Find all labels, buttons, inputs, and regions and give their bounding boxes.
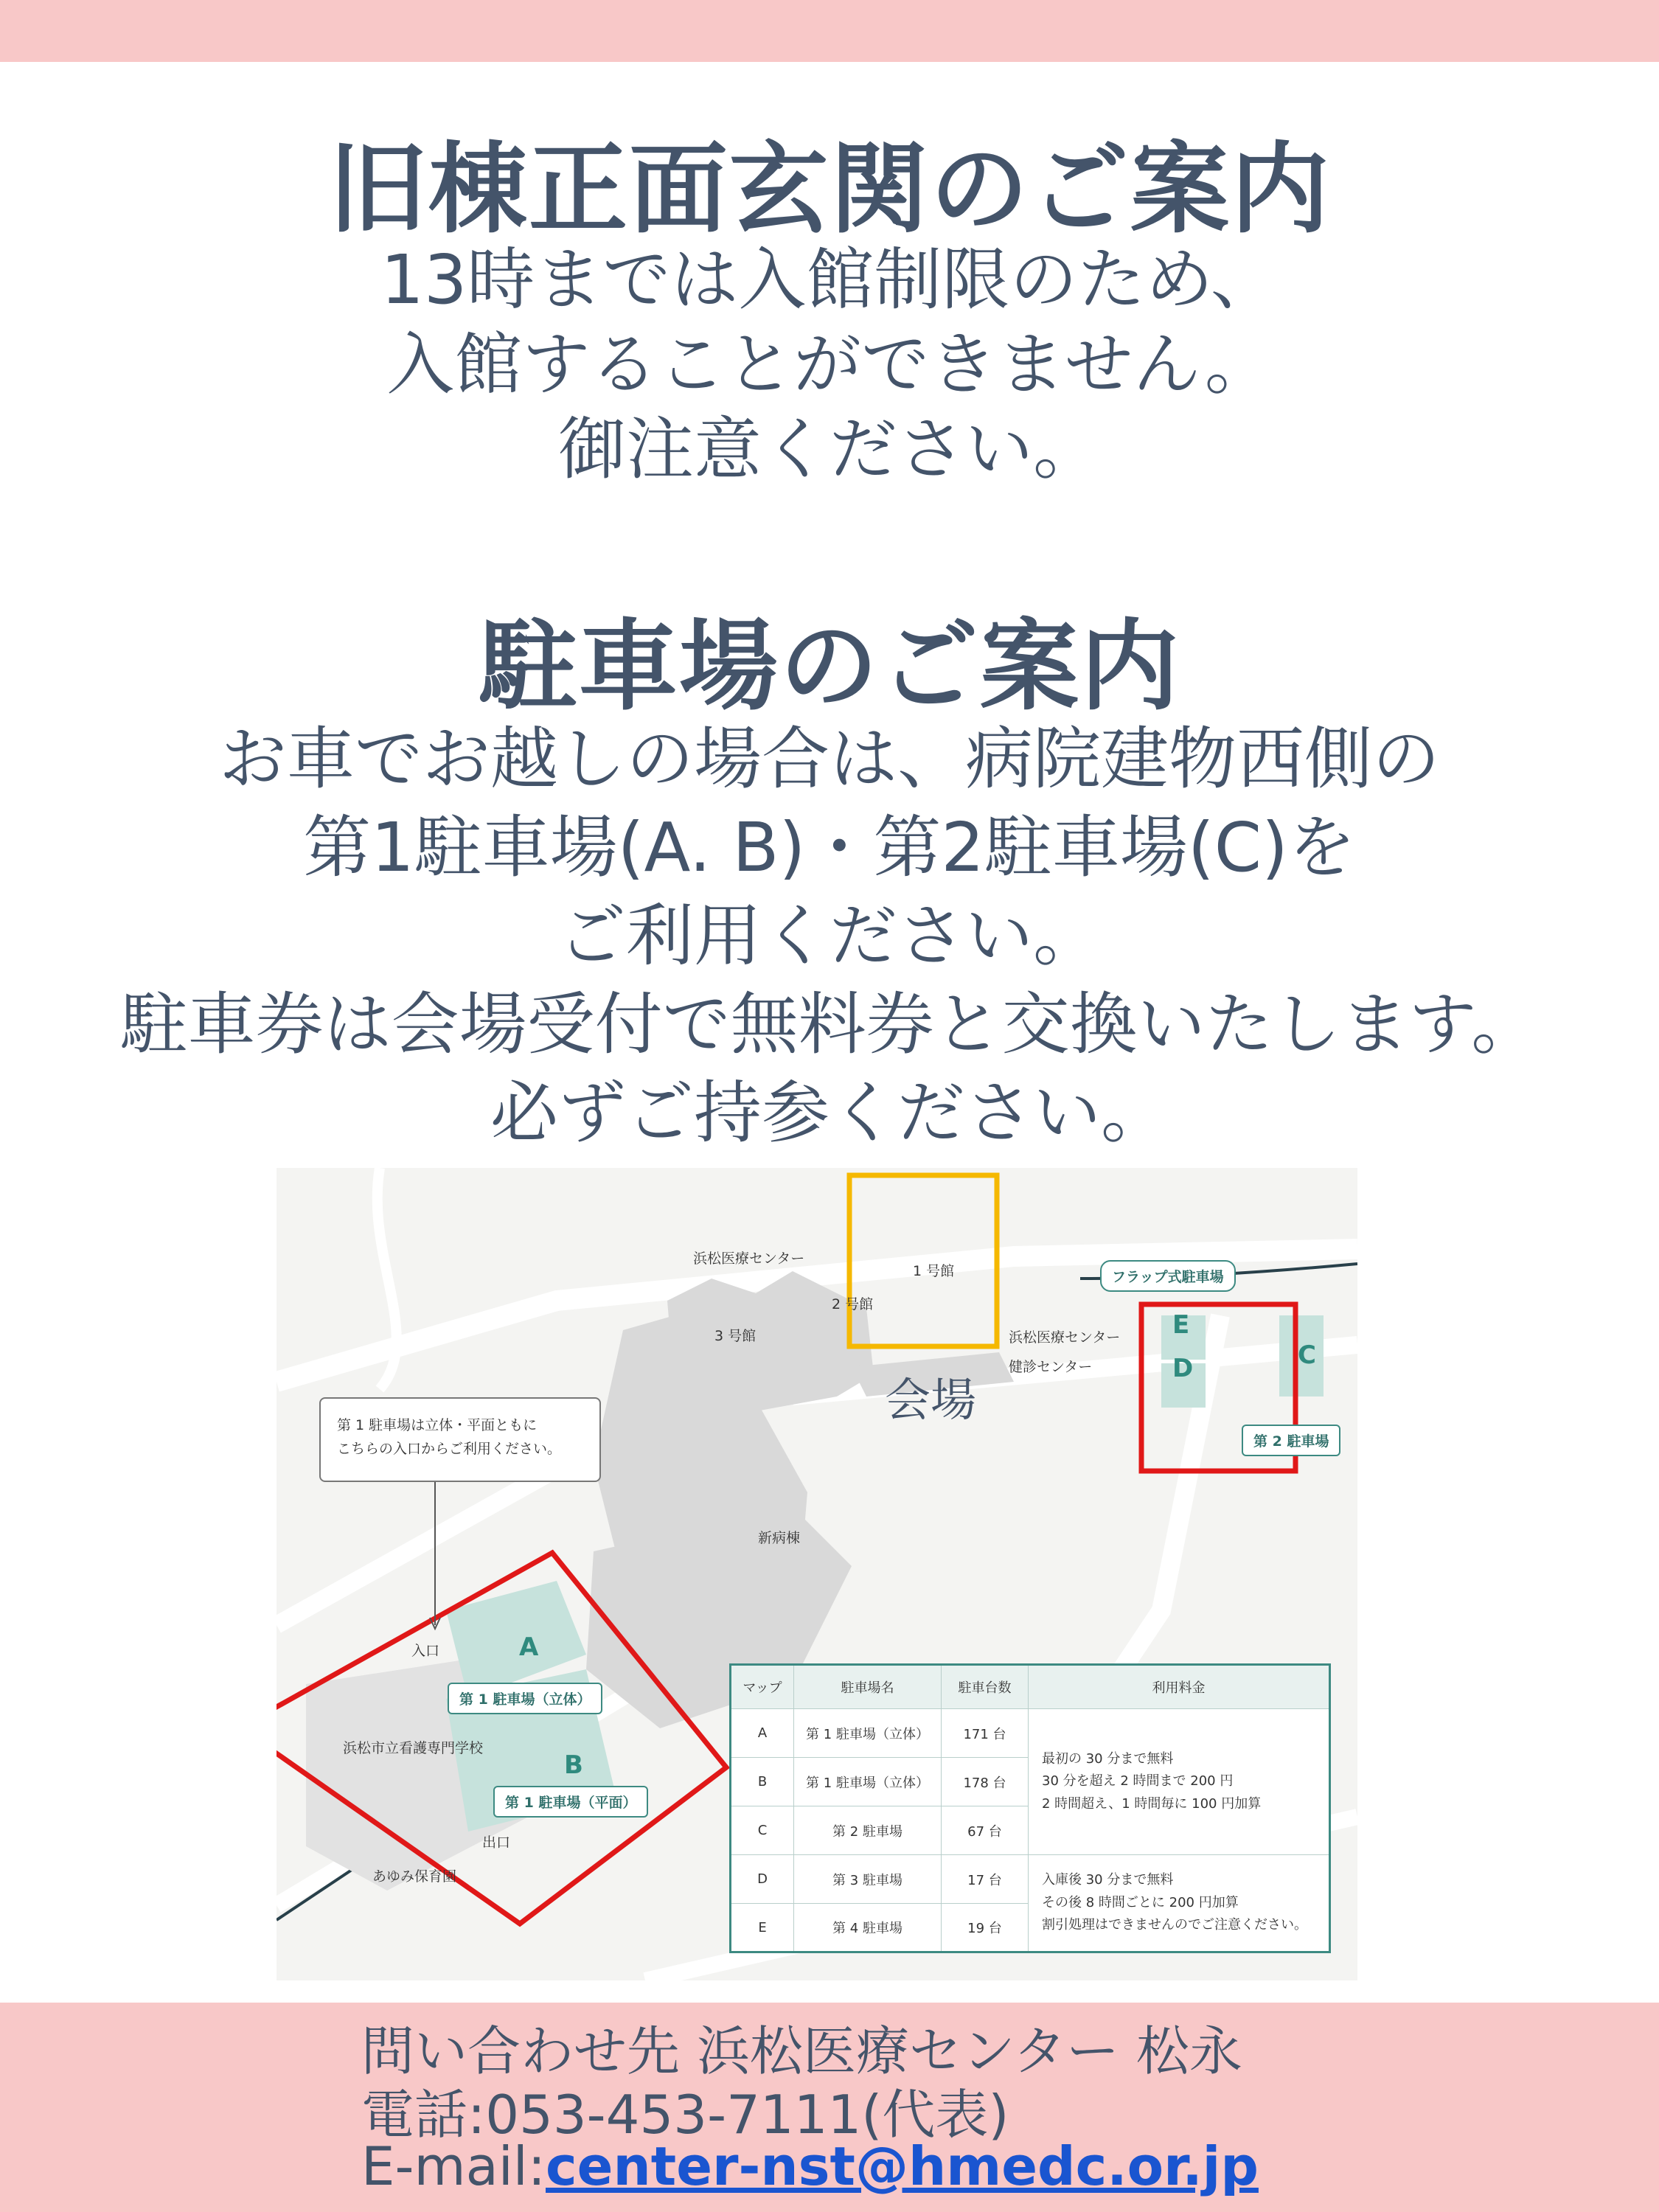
email-link[interactable]: center-nst@hmedc.or.jp [546, 2135, 1259, 2197]
row-name: 第 2 駐車場 [794, 1806, 942, 1855]
parking-title: 駐車場のご案内 [478, 609, 1180, 724]
parking-line-3: ご利用ください。 [557, 897, 1101, 975]
email-label: E-mail: [361, 2135, 546, 2197]
row-name: 第 1 駐車場（立体） [794, 1709, 942, 1758]
label-nursing-school: 浜松市立看護専門学校 [343, 1740, 484, 1756]
label-lot-a: 第 1 駐車場（立体） [448, 1683, 602, 1714]
row-name: 第 3 駐車場 [794, 1855, 942, 1904]
entrance-note [319, 1397, 601, 1482]
table-header-fee: 利用料金 [1029, 1665, 1330, 1709]
row-count: 19 台 [942, 1904, 1029, 1952]
table-header-count: 駐車台数 [942, 1665, 1029, 1709]
label-new-ward: 新病棟 [758, 1530, 801, 1546]
top-band [0, 0, 1659, 62]
note-line-2: こちらの入口からご利用ください。 [337, 1441, 562, 1458]
label-exit: 出口 [482, 1834, 511, 1851]
row-count: 17 台 [942, 1855, 1029, 1904]
label-nursery: あゆみ保育園 [372, 1868, 457, 1885]
row-name: 第 4 駐車場 [794, 1904, 942, 1952]
entrance-line-3: 御注意ください。 [557, 410, 1101, 489]
label-lot-b: 第 1 駐車場（平面） [493, 1786, 648, 1818]
parking-line-2: 第1駐車場(A. B)・第2駐車場(C)を [303, 808, 1356, 887]
fee2-line-2: その後 8 時間ごとに 200 円加算 [1042, 1894, 1239, 1910]
row-name: 第 1 駐車場（立体） [794, 1758, 942, 1806]
entrance-line-2: 入館することができません。 [386, 325, 1273, 404]
row-map: B [731, 1758, 794, 1806]
row-map: E [731, 1904, 794, 1952]
parking-line-1: お車でお越しの場合は、病院建物西側の [218, 720, 1440, 799]
lot-letter-d: D [1172, 1354, 1194, 1383]
fee2-line-3: 割引処理はできませんのでご注意ください。 [1042, 1917, 1307, 1933]
fee2-line-1: 入庫後 30 分まで無料 [1042, 1872, 1174, 1888]
entrance-title: 旧棟正面玄関のご案内 [327, 132, 1331, 247]
label-entrance: 入口 [411, 1643, 440, 1659]
fee1-line-2: 30 分を超え 2 時間まで 200 円 [1042, 1773, 1234, 1790]
lot-letter-a: A [519, 1632, 539, 1662]
label-bldg-3: 3 号館 [714, 1328, 757, 1344]
table-row [731, 1855, 1330, 1904]
label-flap-parking: フラップ式駐車場 [1100, 1260, 1236, 1292]
parking-fee-table [729, 1663, 1331, 1953]
note-line-1: 第 1 駐車場は立体・平面ともに [337, 1417, 538, 1433]
fee-cell-other-lots [1029, 1855, 1330, 1952]
row-map: C [731, 1806, 794, 1855]
row-count: 178 台 [942, 1758, 1029, 1806]
fee-cell-first-lots [1029, 1709, 1330, 1855]
table-header-map: マップ [731, 1665, 794, 1709]
parking-line-4: 駐車券は会場受付で無料券と交換いたします。 [119, 985, 1540, 1064]
label-center-top: 浜松医療センター [693, 1251, 805, 1267]
contact-line-1: 問い合わせ先 浜松医療センター 松永 [361, 2020, 1242, 2082]
parking-line-5: 必ずご持参ください。 [490, 1074, 1169, 1152]
label-lot-c: 第 2 駐車場 [1242, 1425, 1340, 1456]
lot-letter-c: C [1298, 1340, 1316, 1370]
table-header-name: 駐車場名 [794, 1665, 942, 1709]
entrance-line-1: 13時までは入館制限のため、 [380, 240, 1279, 319]
fee1-line-3: 2 時間超え、1 時間毎に 100 円加算 [1042, 1795, 1262, 1812]
label-venue: 会場 [885, 1373, 977, 1427]
contact-line-2: 電話:053-453-7111(代表) [361, 2084, 1009, 2146]
contact-line-3 [361, 2135, 1259, 2197]
table-row [731, 1709, 1330, 1758]
fee1-line-1: 最初の 30 分まで無料 [1042, 1750, 1174, 1767]
label-health-center-2: 健診センター [1009, 1359, 1093, 1375]
label-bldg-2: 2 号館 [832, 1296, 874, 1312]
row-map: D [731, 1855, 794, 1904]
row-count: 171 台 [942, 1709, 1029, 1758]
lot-letter-b: B [564, 1750, 583, 1780]
label-health-center-1: 浜松医療センター [1009, 1329, 1121, 1346]
row-count: 67 台 [942, 1806, 1029, 1855]
lot-letter-e: E [1172, 1310, 1190, 1340]
label-bldg-1: 1 号館 [913, 1263, 955, 1279]
parking-map [276, 1168, 1357, 1980]
row-map: A [731, 1709, 794, 1758]
